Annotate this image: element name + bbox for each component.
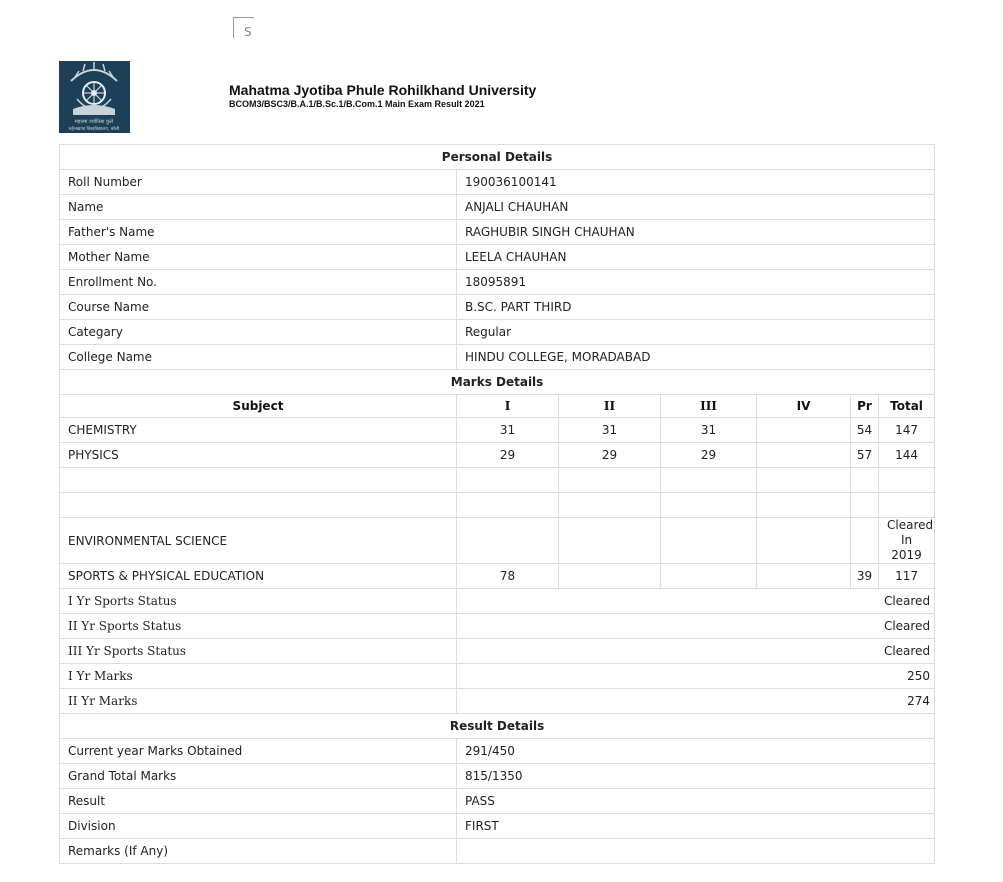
paper-ii-cell	[559, 493, 661, 518]
paper-ii-cell	[559, 468, 661, 493]
paper-iv-cell	[757, 418, 851, 443]
field-label: Course Name	[60, 295, 457, 320]
paper-i-cell	[457, 493, 559, 518]
field-label: Name	[60, 195, 457, 220]
university-logo	[59, 61, 130, 133]
personal-row	[60, 320, 935, 345]
field-value: B.SC. PART THIRD	[457, 295, 935, 320]
col-iv: IV	[757, 395, 851, 418]
col-ii: II	[559, 395, 661, 418]
marks-row	[60, 564, 935, 589]
paper-iv-cell	[757, 443, 851, 468]
paper-iii-cell	[661, 518, 757, 564]
pr-cell: 54	[851, 418, 879, 443]
status-label: II Yr Marks	[60, 689, 457, 714]
paper-iii-cell: 31	[661, 418, 757, 443]
field-value: ANJALI CHAUHAN	[457, 195, 935, 220]
result-value: 291/450	[457, 739, 935, 764]
subject-cell: ENVIRONMENTAL SCIENCE	[60, 518, 457, 564]
logo-text-2: रुहेलखण्ड विश्वविद्यालय, बरेली	[68, 127, 120, 132]
paper-i-cell: 78	[457, 564, 559, 589]
marks-row	[60, 418, 935, 443]
result-row	[60, 764, 935, 789]
status-row	[60, 614, 935, 639]
subject-cell	[60, 468, 457, 493]
status-row	[60, 639, 935, 664]
paper-i-cell	[457, 468, 559, 493]
personal-row	[60, 245, 935, 270]
paper-iii-cell	[661, 564, 757, 589]
paper-iii-cell	[661, 468, 757, 493]
field-label: Enrollment No.	[60, 270, 457, 295]
paper-ii-cell: 31	[559, 418, 661, 443]
subject-cell: CHEMISTRY	[60, 418, 457, 443]
pr-cell	[851, 468, 879, 493]
marks-row	[60, 468, 935, 493]
paper-iv-cell	[757, 493, 851, 518]
subject-cell: SPORTS & PHYSICAL EDUCATION	[60, 564, 457, 589]
result-label: Grand Total Marks	[60, 764, 457, 789]
total-cell: 117	[879, 564, 935, 589]
total-cell: Cleared In 2019	[879, 518, 935, 564]
status-label: II Yr Sports Status	[60, 614, 457, 639]
status-row	[60, 664, 935, 689]
personal-row	[60, 295, 935, 320]
result-value: PASS	[457, 789, 935, 814]
subject-cell: PHYSICS	[60, 443, 457, 468]
result-label: Division	[60, 814, 457, 839]
paper-iii-cell: 29	[661, 443, 757, 468]
marks-row	[60, 518, 935, 564]
result-value: FIRST	[457, 814, 935, 839]
col-pr: Pr	[851, 395, 879, 418]
result-label: Result	[60, 789, 457, 814]
exam-title: BCOM3/BSC3/B.A.1/B.Sc.1/B.Com.1 Main Exam Result 2021	[229, 99, 485, 109]
result-value	[457, 839, 935, 864]
logo-text-1: महात्मा ज्योतिबा फुले	[74, 119, 114, 125]
status-value: Cleared	[457, 639, 935, 664]
partial-field	[233, 17, 254, 38]
marks-header-row	[60, 395, 935, 418]
field-label: Mother Name	[60, 245, 457, 270]
paper-i-cell: 31	[457, 418, 559, 443]
pr-cell: 39	[851, 564, 879, 589]
marks-row	[60, 493, 935, 518]
field-label: College Name	[60, 345, 457, 370]
paper-ii-cell: 29	[559, 443, 661, 468]
status-label: I Yr Marks	[60, 664, 457, 689]
result-value: 815/1350	[457, 764, 935, 789]
pr-cell	[851, 518, 879, 564]
result-row	[60, 789, 935, 814]
result-label: Current year Marks Obtained	[60, 739, 457, 764]
result-row	[60, 814, 935, 839]
result-details-heading: Result Details	[60, 714, 935, 739]
status-row	[60, 689, 935, 714]
col-i: I	[457, 395, 559, 418]
paper-iv-cell	[757, 468, 851, 493]
paper-iii-cell	[661, 493, 757, 518]
status-value: Cleared	[457, 589, 935, 614]
field-value: 18095891	[457, 270, 935, 295]
personal-row	[60, 170, 935, 195]
page-header	[229, 82, 536, 110]
result-row	[60, 739, 935, 764]
paper-ii-cell	[559, 564, 661, 589]
personal-details-heading: Personal Details	[60, 145, 935, 170]
paper-i-cell	[457, 518, 559, 564]
personal-row	[60, 270, 935, 295]
paper-iv-cell	[757, 518, 851, 564]
status-row	[60, 589, 935, 614]
result-label: Remarks (If Any)	[60, 839, 457, 864]
status-value: 274	[457, 689, 935, 714]
status-label: III Yr Sports Status	[60, 639, 457, 664]
field-value: LEELA CHAUHAN	[457, 245, 935, 270]
partial-field-text: S	[244, 25, 252, 39]
pr-cell	[851, 493, 879, 518]
paper-ii-cell	[559, 518, 661, 564]
col-subject: Subject	[60, 395, 457, 418]
field-label: Father's Name	[60, 220, 457, 245]
result-table	[59, 144, 935, 864]
field-label: Roll Number	[60, 170, 457, 195]
status-value: Cleared	[457, 614, 935, 639]
field-value: HINDU COLLEGE, MORADABAD	[457, 345, 935, 370]
paper-i-cell: 29	[457, 443, 559, 468]
status-label: I Yr Sports Status	[60, 589, 457, 614]
field-value: 190036100141	[457, 170, 935, 195]
total-cell	[879, 493, 935, 518]
personal-row	[60, 195, 935, 220]
col-iii: III	[661, 395, 757, 418]
marks-details-heading: Marks Details	[60, 370, 935, 395]
personal-row	[60, 220, 935, 245]
subject-cell	[60, 493, 457, 518]
field-value: RAGHUBIR SINGH CHAUHAN	[457, 220, 935, 245]
total-cell: 147	[879, 418, 935, 443]
field-value: Regular	[457, 320, 935, 345]
marks-row	[60, 443, 935, 468]
pr-cell: 57	[851, 443, 879, 468]
total-cell	[879, 468, 935, 493]
result-row	[60, 839, 935, 864]
personal-row	[60, 345, 935, 370]
status-value: 250	[457, 664, 935, 689]
paper-iv-cell	[757, 564, 851, 589]
university-name: Mahatma Jyotiba Phule Rohilkhand University	[229, 82, 537, 98]
field-label: Categary	[60, 320, 457, 345]
col-total: Total	[879, 395, 935, 418]
total-cell: 144	[879, 443, 935, 468]
